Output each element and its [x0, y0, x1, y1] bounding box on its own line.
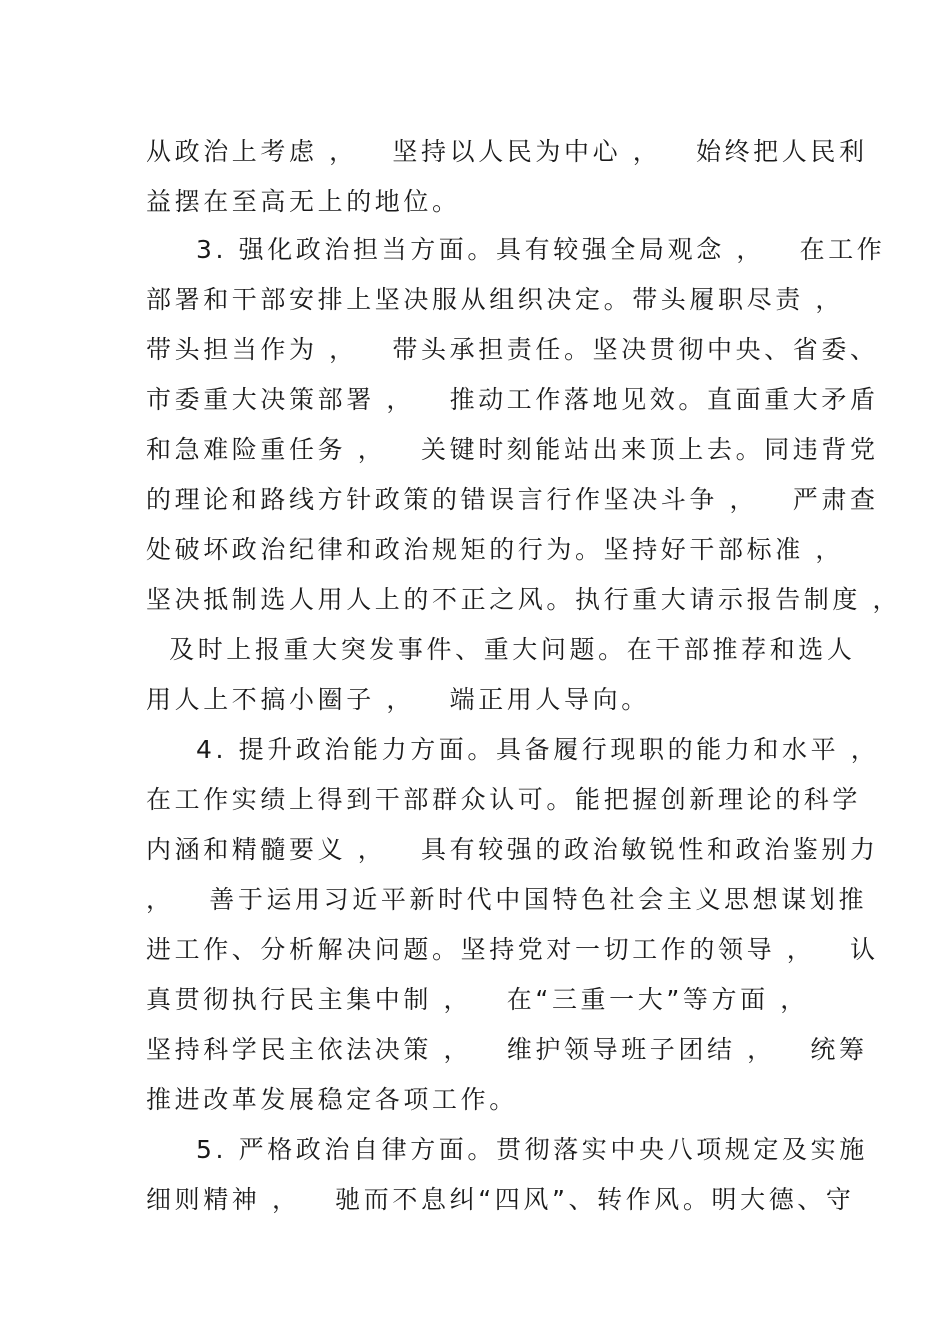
text-line: 及时上报重大突发事件、重大问题。在干部推荐和选人	[146, 635, 856, 664]
paragraph-4-heading-line: 4. 提升政治能力方面。具备履行现职的能力和水平 ，	[196, 735, 880, 764]
text-line: 益摆在至高无上的地位。	[146, 187, 461, 216]
text-line: 部署和干部安排上坚决服从组织决定。带头履职尽责 ，	[146, 285, 844, 314]
text-line: 进工作、分析解决问题。坚持党对一切工作的领导 ， 认	[146, 935, 879, 964]
text-line: 真贯彻执行民主集中制 ， 在“三重一大”等方面 ，	[146, 985, 809, 1014]
text-line: ， 善于运用习近平新时代中国特色社会主义思想谋划推	[146, 885, 868, 914]
text-line: 坚持科学民主依法决策 ， 维护领导班子团结 ， 统筹	[146, 1035, 868, 1064]
text-line: 处破坏政治纪律和政治规矩的行为。坚持好干部标准 ，	[146, 535, 844, 564]
text-line: 的理论和路线方针政策的错误言行作坚决斗争 ， 严肃查	[146, 485, 879, 514]
text-line: 从政治上考虑 ， 坚持以人民为中心 ， 始终把人民利	[146, 137, 868, 166]
text-line: 用人上不搞小圈子 ， 端正用人导向。	[146, 685, 650, 714]
text-line: 市委重大决策部署 ， 推动工作落地见效。直面重大矛盾	[146, 385, 879, 414]
text-line: 带头担当作为 ， 带头承担责任。坚决贯彻中央、省委、	[146, 335, 879, 364]
text-line: 推进改革发展稳定各项工作。	[146, 1085, 518, 1114]
paragraph-5-heading-line: 5. 严格政治自律方面。贯彻落实中央八项规定及实施	[196, 1135, 868, 1164]
text-line: 和急难险重任务 ， 关键时刻能站出来顶上去。同违背党	[146, 435, 879, 464]
text-line: 细则精神 ， 驰而不息纠“四风”、转作风。明大德、守	[146, 1185, 855, 1214]
paragraph-3-heading-line: 3. 强化政治担当方面。具有较强全局观念 ， 在工作	[196, 235, 886, 264]
text-line: 在工作实绩上得到干部群众认可。能把握创新理论的科学	[146, 785, 862, 814]
text-line: 内涵和精髓要义 ， 具有较强的政治敏锐性和政治鉴别力	[146, 835, 879, 864]
text-line: 坚决抵制选人用人上的不正之风。执行重大请示报告制度 ，	[146, 585, 902, 614]
